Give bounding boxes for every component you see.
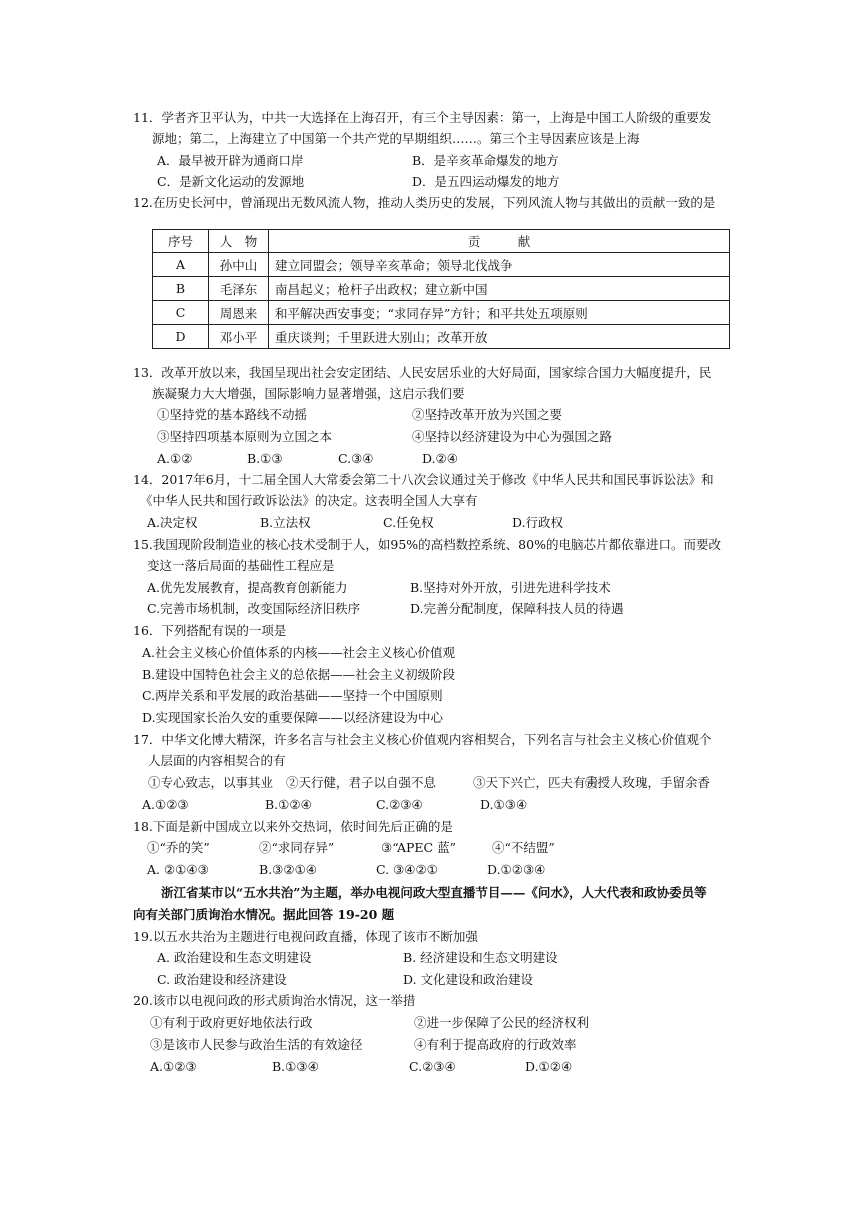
question-16-option-c: C.两岸关系和平发展的政治基础——坚持一个中国原则 [142, 688, 443, 703]
question-18-item-1: ①“乔的笑” [147, 840, 210, 855]
question-13-stem: 13．改革开放以来，我国呈现出社会安定团结、人民安居乐业的大好局面，国家综合国力大幅度提升，民 [133, 365, 712, 380]
table-cell: 邓小平 [209, 325, 269, 349]
question-13-option-b: B.①③ [247, 451, 283, 466]
table-cell: 周恩来 [209, 301, 269, 325]
question-18-option-c: C. ③④②① [376, 862, 438, 877]
question-15-option-a: A.优先发展教育，提高教育创新能力 [147, 580, 348, 595]
question-14-option-b: B.立法权 [260, 515, 311, 530]
question-19-option-c: C. 政治建设和经济建设 [157, 972, 287, 987]
question-18-item-4: ④“不结盟” [492, 840, 555, 855]
question-18-stem: 18.下面是新中国成立以来外交热词，依时间先后正确的是 [133, 819, 453, 834]
question-19-option-a: A. 政治建设和生态文明建设 [157, 950, 312, 965]
table-row [153, 325, 730, 349]
question-17-item-1: ①专心致志，以事其业 [148, 775, 274, 790]
question-20-item-2: ②进一步保障了公民的经济权利 [414, 1015, 590, 1030]
question-14-stem: 14．2017年6月，十二届全国人大常委会第二十八次会议通过关于修改《中华人民共和国民事诉讼法》和 [133, 472, 714, 487]
question-16-option-d: D.实现国家长治久安的重要保障——以经济建设为中心 [142, 710, 444, 725]
table-row [153, 301, 730, 325]
table-cell: 孙中山 [209, 253, 269, 277]
table-header-cell: 贡 献 [269, 230, 730, 253]
question-20-option-b: B.①③④ [272, 1059, 319, 1074]
question-14-option-d: D.行政权 [512, 515, 564, 530]
question-20-item-1: ①有利于政府更好地依法行政 [150, 1015, 313, 1030]
question-12-table [152, 229, 730, 349]
question-18-item-2: ②“求同存异” [259, 840, 335, 855]
question-20-option-a: A.①②③ [150, 1059, 197, 1074]
table-cell: D [153, 325, 209, 349]
question-18-option-b: B.③②①④ [259, 862, 317, 877]
question-17-item-3: ③天下兴亡，匹夫有责 [473, 775, 599, 790]
question-17-stem: 17．中华文化博大精深，许多名言与社会主义核心价值观内容相契合，下列名言与社会主义核心价值观个 [133, 732, 712, 747]
question-13-item-2: ②坚持改革开放为兴国之要 [412, 407, 563, 422]
question-15-stem-cont: 变这一落后局面的基础性工程应是 [147, 558, 335, 573]
table-header-cell: 人 物 [209, 230, 269, 253]
material-intro-cont: 向有关部门质询治水情况。据此回答 19-20 题 [133, 907, 395, 922]
table-cell: B [153, 277, 209, 301]
question-18-option-a: A. ②①④③ [147, 862, 209, 877]
table-cell: 建立同盟会；领导辛亥革命；领导北伐战争 [269, 253, 730, 277]
question-20-option-c: C.②③④ [409, 1059, 456, 1074]
question-20-option-d: D.①②④ [525, 1059, 573, 1074]
question-20-stem: 20.该市以电视问政的形式质询治水情况，这一举措 [133, 993, 416, 1008]
question-18-option-d: D.①②③④ [487, 862, 546, 877]
question-13-stem-cont: 族凝聚力大大增强，国际影响力显著增强，这启示我们要 [152, 386, 465, 401]
question-13-item-3: ③坚持四项基本原则为立国之本 [157, 429, 333, 444]
table-cell: A [153, 253, 209, 277]
question-16-option-b: B.建设中国特色社会主义的总依据——社会主义初级阶段 [142, 667, 456, 682]
question-17-option-d: D.①③④ [480, 797, 528, 812]
table-row [153, 253, 730, 277]
table-cell: 和平解决西安事变；“求同存异”方针；和平共处五项原则 [269, 301, 730, 325]
question-15-option-b: B.坚持对外开放，引进先进科学技术 [410, 580, 611, 595]
question-17-item-4: ④授人玫瑰，手留余香 [585, 775, 711, 790]
question-11-option-b: B．是辛亥革命爆发的地方 [412, 153, 559, 168]
question-12-stem: 12.在历史长河中，曾涌现出无数风流人物，推动人类历史的发展，下列风流人物与其做出的贡献一致的是 [133, 195, 716, 210]
table-cell: 南昌起义；枪杆子出政权；建立新中国 [269, 277, 730, 301]
question-11-option-c: C．是新文化运动的发源地 [157, 174, 305, 189]
question-11-stem: 11．学者齐卫平认为，中共一大选择在上海召开，有三个主导因素：第一，上海是中国工人阶级的重要发 [133, 110, 712, 125]
question-20-item-3: ③是该市人民参与政治生活的有效途径 [150, 1037, 363, 1052]
question-19-option-d: D. 文化建设和政治建设 [403, 972, 534, 987]
question-19-stem: 19.以五水共治为主题进行电视问政直播，体现了该市不断加强 [133, 929, 478, 944]
question-17-option-c: C.②③④ [376, 797, 423, 812]
table-cell: 毛泽东 [209, 277, 269, 301]
question-11-stem-cont: 源地；第二，上海建立了中国第一个共产党的早期组织……。第三个主导因素应该是上海 [152, 131, 640, 146]
question-11-option-a: A．最早被开辟为通商口岸 [157, 153, 304, 168]
question-15-option-d: D.完善分配制度，保障科技人员的待遇 [410, 601, 624, 616]
question-11-option-d: D．是五四运动爆发的地方 [412, 174, 560, 189]
question-13-item-1: ①坚持党的基本路线不动摇 [157, 407, 308, 422]
question-17-option-b: B.①②④ [265, 797, 312, 812]
table-cell: C [153, 301, 209, 325]
material-intro: 浙江省某市以“五水共治”为主题，举办电视问政大型直播节目——《问水》，人大代表和政协委员等 [161, 885, 707, 900]
question-13-option-c: C.③④ [338, 451, 374, 466]
question-14-option-c: C.任免权 [383, 515, 434, 530]
question-20-item-4: ④有利于提高政府的行政效率 [414, 1037, 577, 1052]
question-16-stem: 16．下列搭配有误的一项是 [133, 623, 287, 638]
question-17-item-2: ②天行健，君子以自强不息 [286, 775, 437, 790]
question-17-option-a: A.①②③ [142, 797, 189, 812]
question-14-stem-cont: 《中华人民共和国行政诉讼法》的决定。这表明全国人大享有 [140, 493, 478, 508]
question-13-option-a: A.①② [157, 451, 193, 466]
question-16-option-a: A.社会主义核心价值体系的内核——社会主义核心价值观 [142, 645, 456, 660]
question-15-stem: 15.我国现阶段制造业的核心技术受制于人，如95%的高档数控系统、80%的电脑芯片都依靠进口。而要改 [133, 537, 721, 552]
question-13-option-d: D.②④ [422, 451, 458, 466]
question-13-item-4: ④坚持以经济建设为中心为强国之路 [412, 429, 613, 444]
table-header-cell: 序号 [153, 230, 209, 253]
question-14-option-a: A.决定权 [147, 515, 198, 530]
question-19-option-b: B. 经济建设和生态文明建设 [403, 950, 558, 965]
table-header-row [153, 230, 730, 253]
table-row [153, 277, 730, 301]
table-cell: 重庆谈判；千里跃进大别山；改革开放 [269, 325, 730, 349]
question-17-stem-cont: 人层面的内容相契合的有 [148, 753, 286, 768]
question-18-item-3: ③“APEC 蓝” [381, 840, 456, 855]
question-15-option-c: C.完善市场机制，改变国际经济旧秩序 [147, 601, 361, 616]
